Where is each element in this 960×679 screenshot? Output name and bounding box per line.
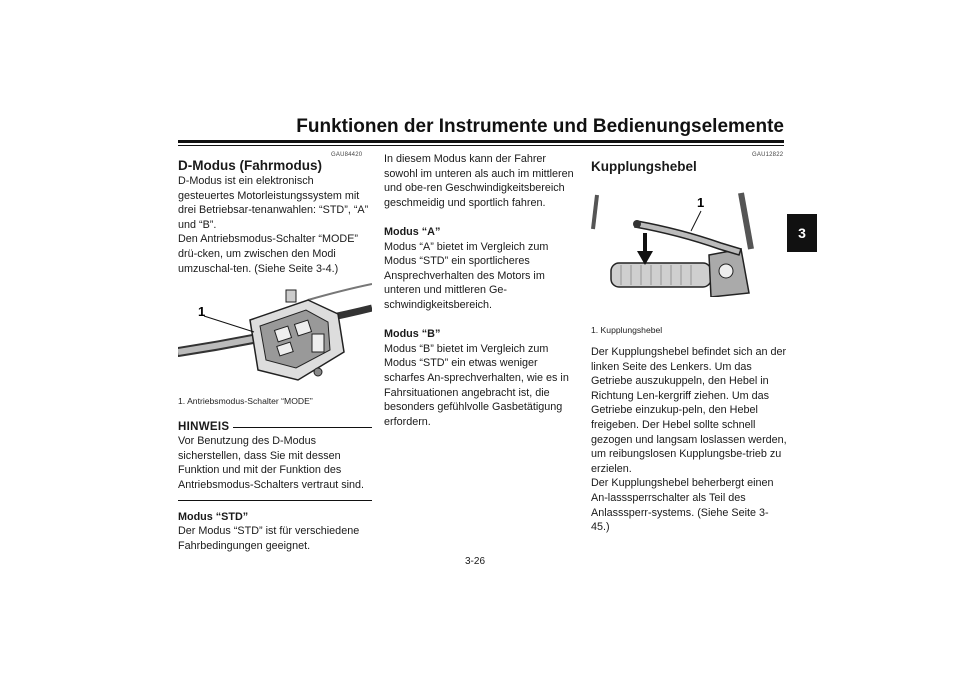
column-right <box>591 158 787 535</box>
section-code: GAU84420 <box>331 152 363 158</box>
paragraph: Modus “B” bietet im Vergleich zum Modus “STD” ein etwas weniger scharfes An-sprechverhalten, wie es in Fahrsituationen angebracht ist, die besonders gefühlvolle Gasbetätigung erfordern. <box>384 342 569 428</box>
clutch-lever-figure <box>591 189 787 297</box>
chapter-tab: 3 <box>787 214 817 252</box>
column-left <box>178 157 372 553</box>
figure-caption: 1. Kupplungshebel <box>591 325 663 335</box>
note-box <box>178 420 372 500</box>
paragraph: Der Modus “STD” ist für verschiedene Fahrbedingungen geeignet. <box>178 525 360 552</box>
mode-switch-figure <box>178 280 372 392</box>
figure-caption: 1. Antriebsmodus-Schalter “MODE” <box>178 396 313 407</box>
subheading: Modus “B” <box>384 328 441 341</box>
figure-callout: 1 <box>697 195 705 210</box>
paragraph: Der Kupplungshebel beherbergt einen An-lasssperrschalter als Teil des Anlasssperr-systems. (Siehe Seite 3-45.) <box>591 477 774 534</box>
page-title: Funktionen der Instrumente und Bedienungselemente <box>296 116 784 137</box>
figure-callout: 1 <box>198 304 206 320</box>
section-heading: D-Modus (Fahrmodus) <box>178 158 322 173</box>
subheading: Modus “STD” <box>178 510 249 523</box>
section-code: GAU12822 <box>752 152 784 158</box>
note-text: Vor Benutzung des D-Modus sicherstellen, dass Sie mit dessen Funktion und mit der Funktion des Antriebsmodus-Schalters vertraut sind. <box>178 435 365 491</box>
paragraph: D-Modus ist ein elektronisch gesteuertes Motorleistungssystem mit drei Betriebsar-tenanwahlen: “STD”, “A” und “B”. <box>178 175 369 231</box>
column-middle <box>384 152 578 429</box>
note-title: HINWEIS <box>178 420 230 433</box>
paragraph: In diesem Modus kann der Fahrer sowohl im unteren als auch im mittleren und obe-ren Geschwindigkeitsbereich geschmeidig und sportlich fahren. <box>384 153 574 209</box>
section-heading: Kupplungshebel <box>591 159 697 174</box>
paragraph: Der Kupplungshebel befindet sich an der linken Seite des Lenkers. Um das Getriebe auszukuppeln, den Hebel in Richtung Len-kergriff ziehen. Um das Getriebe einzukup-peln, den Hebel freigeben. Der Hebel sollte schnell gezogen und langsam loslassen werden, um reibungslosen Kupplungsbe-trieb zu erzielen. <box>591 346 787 475</box>
paragraph: Den Antriebsmodus-Schalter “MODE” drü-cken, um zwischen den Modi umzuschal-ten. (Siehe Seite 3-4.) <box>178 233 359 275</box>
page-number: 3-26 <box>465 556 486 567</box>
paragraph: Modus “A” bietet im Vergleich zum Modus “STD” ein sportlicheres Ansprechverhalten des Motors im unteren und mittleren Ge-schwindigkeitsbereich. <box>384 240 549 311</box>
subheading: Modus “A” <box>384 225 441 238</box>
title-rule <box>178 140 784 146</box>
